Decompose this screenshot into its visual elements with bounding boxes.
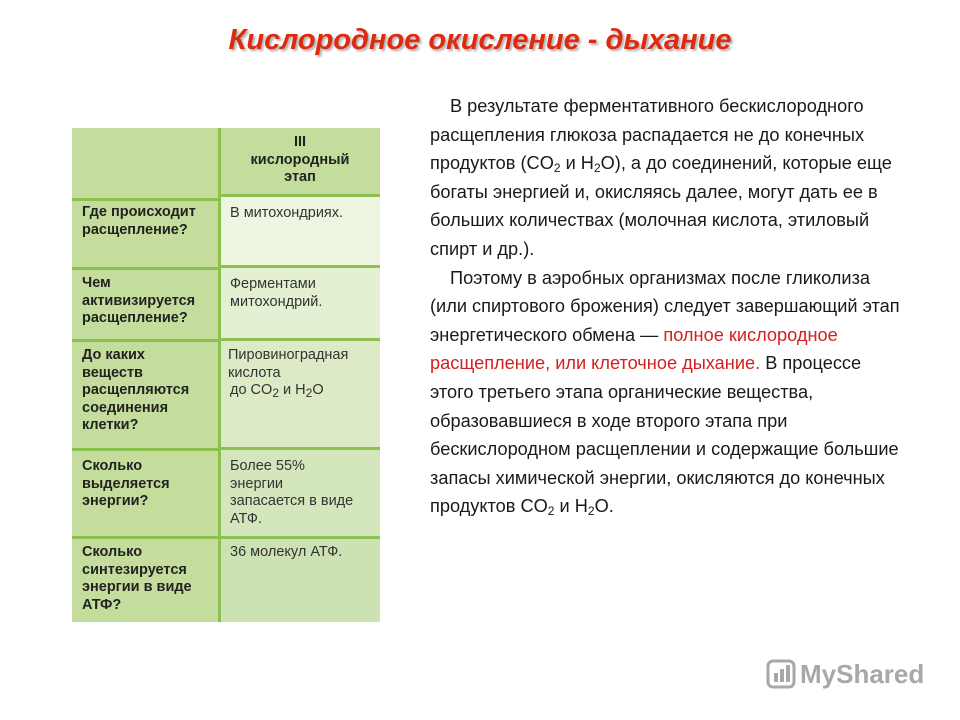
row-question: До каких веществ расщепляются соединения клетки? <box>82 347 190 433</box>
row-answer: Пировиноградная кислота до $CO_2$ и $H_2O$ <box>228 347 376 400</box>
row-question: Чем активизируется расщепление? <box>82 275 196 326</box>
highlight-text: полное кислородное расщепление, или клеточное дыхание. <box>430 324 838 374</box>
row-divider <box>72 339 218 342</box>
answer-formula: до $CO_2$ и $H_2O$ <box>230 382 324 400</box>
row-divider <box>72 198 218 201</box>
watermark-text: MyShared <box>800 658 925 689</box>
row-divider <box>221 447 380 450</box>
comparison-table <box>72 128 380 622</box>
paragraph-1: В результате ферментативного бескислородного расщепления глюкоза распадается не до конечных продуктов ($CO_2$ и $H_2O$), а до соединений, которые еще богаты энергией и, окисляясь далее, могут дать ее в больших количествах (молочная кислота, этиловый спирт и др.). <box>430 96 892 259</box>
row-divider <box>72 448 218 451</box>
row-divider <box>72 536 218 539</box>
row-divider <box>221 338 380 341</box>
page-title: Кислородное окисление - дыхание <box>228 24 732 56</box>
row-divider <box>72 267 218 270</box>
row-divider <box>221 536 380 539</box>
row-answer: 36 молекул АТФ. <box>230 544 343 560</box>
row-answer: В митохондриях. <box>230 205 344 221</box>
myshared-logo-icon <box>766 659 796 689</box>
row-question: Сколько синтезируется энергии в виде АТФ? <box>82 544 192 613</box>
row-answer: Ферментами митохондрий. <box>230 276 323 310</box>
row-divider <box>221 265 380 268</box>
row-answer: Более 55% энергии запасается в виде АТФ. <box>230 458 354 527</box>
column-divider <box>218 128 221 622</box>
row-divider <box>221 194 380 197</box>
row-question: Где происходит расщепление? <box>82 204 196 238</box>
table-header: III кислородный этап <box>250 134 350 185</box>
paragraph-2: Поэтому в аэробных организмах после гликолиза (или спиртового брожения) следует завершающий этап энергетического обмена — полное кислородное расщепление, или клеточное дыхание. В процессе этого третьего этапа органические вещества, образовавшиеся в ходе второго этапа при бескислородном расщеплении и содержащие большие запасы химической энергии, окисляются до конечных продуктов $CO_2$ и $H_2O$. <box>430 267 900 519</box>
row-question: Сколько выделяется энергии? <box>82 458 170 509</box>
body-text <box>430 92 900 521</box>
watermark <box>766 656 924 692</box>
